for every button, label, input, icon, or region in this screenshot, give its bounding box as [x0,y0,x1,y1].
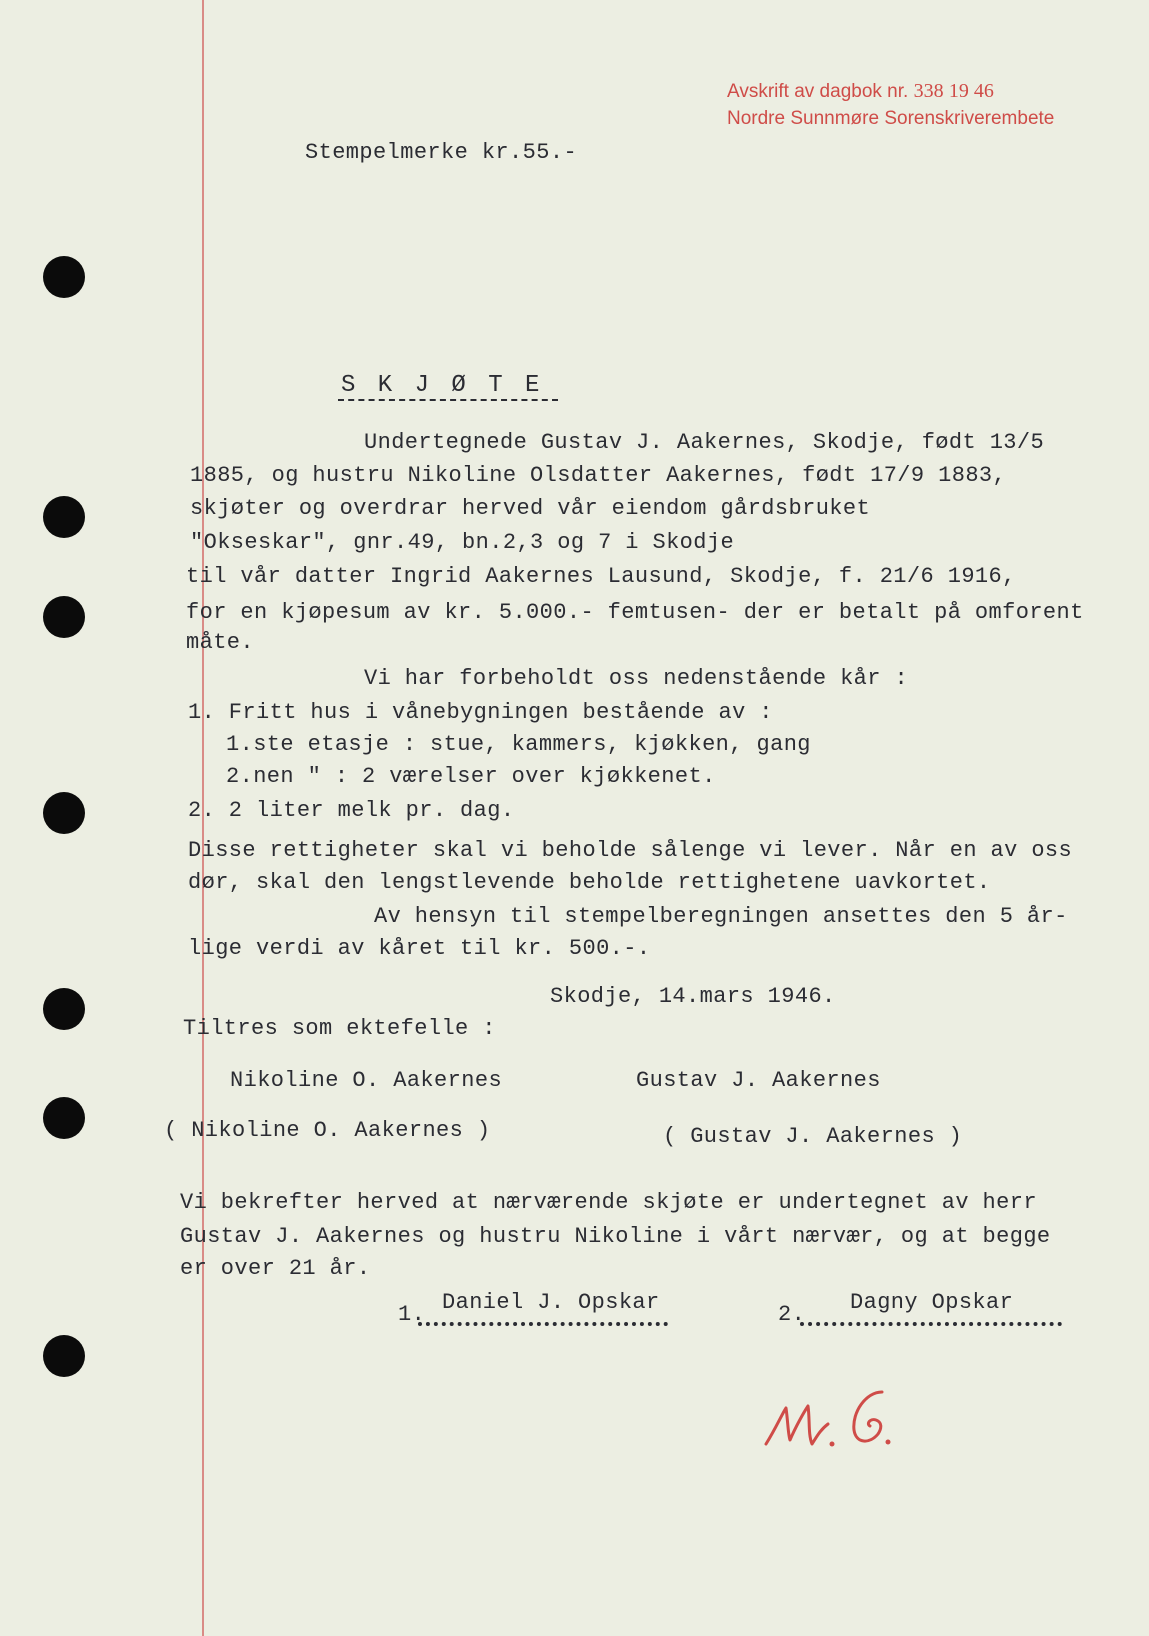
punch-hole [43,792,85,834]
witness-line: er over 21 år. [180,1256,371,1281]
stempelmerke: Stempelmerke kr.55.- [305,140,578,165]
body-line: Undertegnede Gustav J. Aakernes, Skodje, født 13/5 [364,430,1045,455]
stamp-line-1 [727,80,994,103]
body-line: Vi har forbeholdt oss nedenstående kår : [364,666,909,691]
witness-1-dotted-line [418,1322,668,1326]
place-date: Skodje, 14.mars 1946. [550,984,836,1009]
stamp-number: 338 [913,80,944,102]
witness-2-name: Dagny Opskar [850,1290,1014,1315]
witness-line: Gustav J. Aakernes og hustru Nikoline i vårt nærvær, og at begge [180,1224,1051,1249]
body-line: for en kjøpesum av kr. 5.000.- femtusen- der er betalt på omforent [186,600,1084,625]
punch-hole [43,988,85,1030]
tiltres-line: Tiltres som ektefelle : [183,1016,496,1041]
signature-left-typed: ( Nikoline O. Aakernes ) [164,1118,491,1143]
punch-hole [43,496,85,538]
document-title: S K J Ø T E [341,372,544,399]
stamp-prefix: Avskrift av dagbok nr. [727,81,909,102]
body-line: 1.ste etasje : stue, kammers, kjøkken, gang [226,732,811,757]
body-line: dør, skal den lengstlevende beholde rettighetene uavkortet. [188,870,991,895]
title-underline [338,399,558,401]
body-line: skjøter og overdrar herved vår eiendom gårdsbruket [190,496,871,521]
body-line: "Okseskar", gnr.49, bn.2,3 og 7 i Skodje [190,530,735,555]
stamp-year: 19 46 [948,80,994,102]
punch-hole [43,1097,85,1139]
witness-2-number: 2. [778,1302,806,1327]
body-line: lige verdi av kåret til kr. 500.-. [188,936,651,961]
witness-line: Vi bekrefter herved at nærværende skjøte er undertegnet av herr [180,1190,1037,1215]
punch-hole [43,256,85,298]
signature-right-typed: ( Gustav J. Aakernes ) [663,1124,963,1149]
body-line: måte. [186,630,255,655]
witness-2-dotted-line [800,1322,1062,1326]
punch-hole [43,1335,85,1377]
body-line: til vår datter Ingrid Aakernes Lausund, Skodje, f. 21/6 1916, [186,564,1016,589]
witness-1-name: Daniel J. Opskar [442,1290,660,1315]
body-line: 2. 2 liter melk pr. dag. [188,798,515,823]
body-line: 1885, og hustru Nikoline Olsdatter Aakernes, født 17/9 1883, [190,463,1007,488]
handwritten-initials [758,1378,918,1468]
body-line: Av hensyn til stempelberegningen ansettes den 5 år- [374,904,1068,929]
body-line: Disse rettigheter skal vi beholde sålenge vi lever. Når en av oss [188,838,1073,863]
signature-left: Nikoline O. Aakernes [230,1068,503,1093]
witness-1-number: 1. [398,1302,426,1327]
body-line: 1. Fritt hus i vånebygningen bestående av : [188,700,773,725]
signature-right: Gustav J. Aakernes [636,1068,881,1093]
punch-hole [43,596,85,638]
body-line: 2.nen " : 2 værelser over kjøkkenet. [226,764,716,789]
stamp-line-2: Nordre Sunnmøre Sorenskriverembete [727,108,1055,129]
